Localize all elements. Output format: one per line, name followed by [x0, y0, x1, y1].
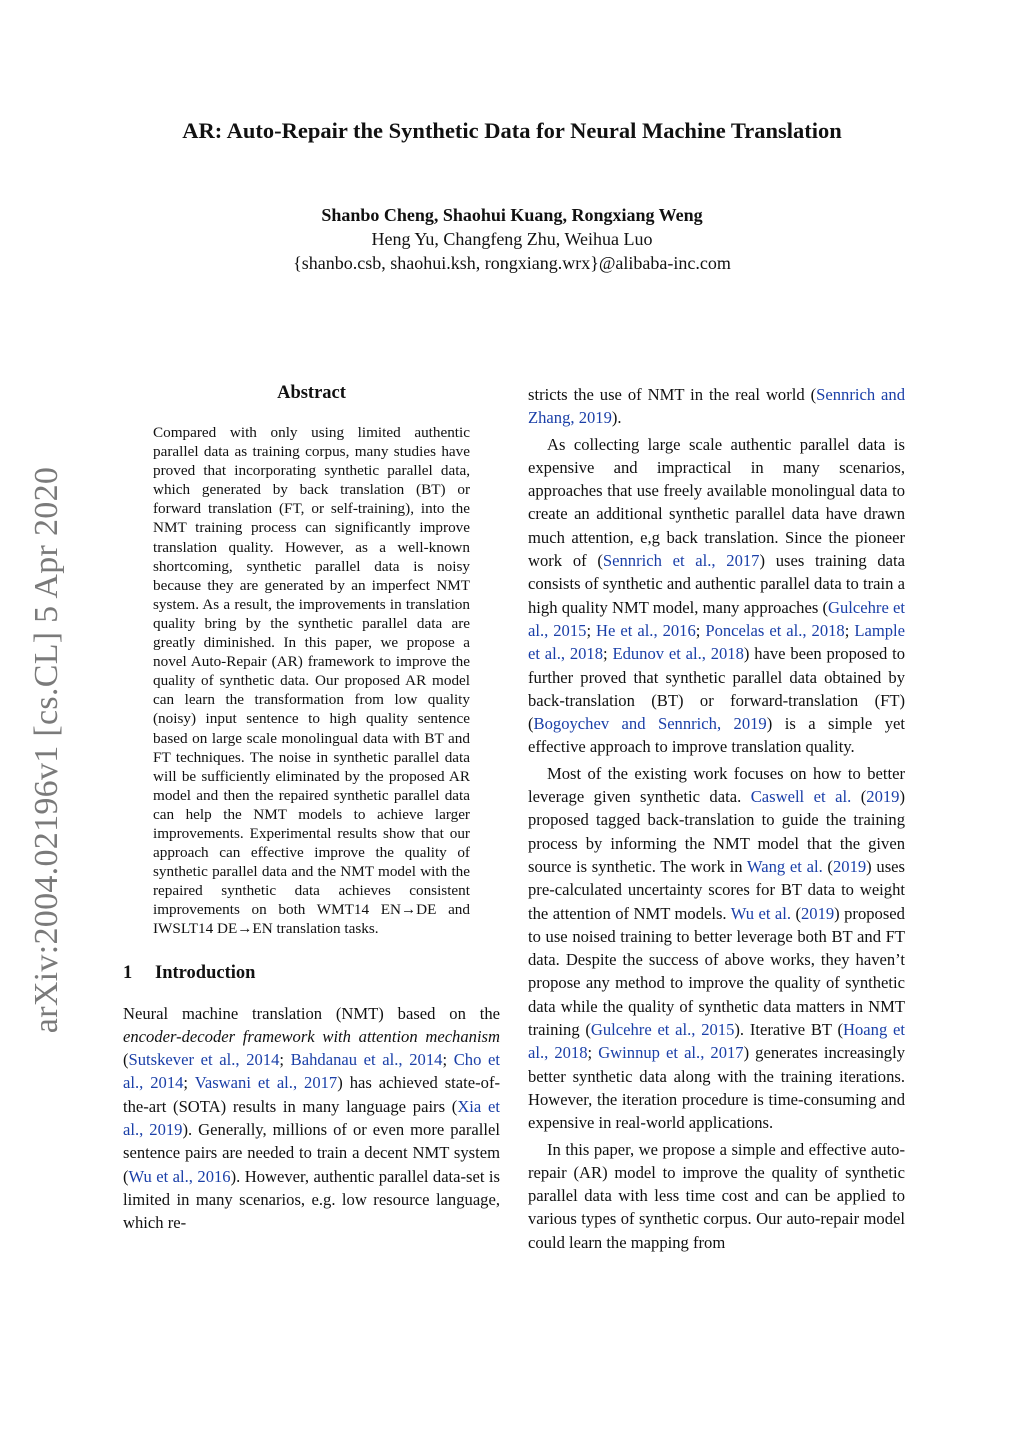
- section-number: 1: [123, 962, 133, 983]
- citation-link[interactable]: 2019: [866, 787, 900, 807]
- citation-link[interactable]: Caswell et al.: [750, 787, 852, 807]
- author-emails: {shanbo.csb, shaohui.ksh, rongxiang.wrx}@alibaba-inc.com: [293, 253, 731, 273]
- intro-paragraph-1: Neural machine translation (NMT) based on the encoder-decoder framework with attention mechanism (Sutskever et al., 2014; Bahdanau et al., 2014; Cho et al., 2014; Vaswani et al., 2017) has achieved state-of-the-art (SOTA) results in many language pairs (Xia et al., 2019). Generally, millions of or even more parallel sentence pairs are needed to train a decent NMT system (Wu et al., 2016). However, authentic parallel data-set is limited in many scenarios, e.g. low resource language, which re-: [123, 1003, 501, 1233]
- intro-paragraph-3: Most of the existing work focuses on how to better leverage given synthetic data. Caswell et al. (2019) proposed tagged back-translation to guide the training process by informing the NMT model that the given source is synthetic. The work in Wang et al. (2019) uses pre-calculated uncertainty scores for BT data to weight the attention of NMT models. Wu et al. (2019) proposed to use noised training to better leverage both BT and FT data. Despite the success of above works, they haven’t propose any method to improve the quality of synthetic data while the quality of synthetic data matters in NMT training (Gulcehre et al., 2015). Iterative BT (Hoang et al., 2018; Gwinnup et al., 2017) generates increasingly better synthetic data along with the training iterations. However, the iteration procedure is time-consuming and expensive in real-world applications.: [528, 763, 905, 1133]
- section-title: Introduction: [155, 962, 256, 983]
- abstract-heading: Abstract: [277, 383, 346, 403]
- citation-link[interactable]: Bahdanau et al., 2014: [290, 1050, 443, 1070]
- intro-paragraph-2: As collecting large scale authentic parallel data is expensive and impractical in many scenarios, approaches that use freely available monolingual data to create an additional synthetic parallel data have drawn much attention, e,g back translation. Since the pioneer work of (Sennrich et al., 2017) uses training data consists of synthetic and authentic parallel data to train a high quality NMT model, many approaches (Gulcehre et al., 2015; He et al., 2016; Poncelas et al., 2018; Lample et al., 2018; Edunov et al., 2018) have been proposed to further proved that synthetic parallel data obtained by back-translation (BT) or forward-translation (FT) (Bogoychev and Sennrich, 2019) is a simple yet effective approach to improve translation quality.: [528, 434, 905, 757]
- citation-link[interactable]: Lample et al., 2018: [528, 620, 905, 664]
- arxiv-identifier-stamp: [27, 455, 67, 1045]
- authors-line-1: Shanbo Cheng, Shaohui Kuang, Rongxiang Weng: [321, 205, 703, 225]
- intro-paragraph-4: In this paper, we propose a simple and effective auto-repair (AR) model to improve the quality of synthetic parallel data with less time cost and can be applied to various types of synthetic corpus. Our auto-repair model could learn the mapping from: [528, 1139, 905, 1252]
- left-column: [123, 383, 500, 1235]
- citation-link[interactable]: Xia et al., 2019: [123, 1096, 500, 1140]
- citation-link[interactable]: Gulcehre et al., 2015: [528, 597, 905, 640]
- citation-link[interactable]: Wu et al., 2016: [128, 1166, 231, 1186]
- citation-link[interactable]: Wang et al.: [746, 856, 823, 876]
- citation-link[interactable]: 2019: [800, 903, 835, 923]
- intro-paragraph-1-continued: stricts the use of NMT in the real world (Sennrich and Zhang, 2019).: [528, 385, 906, 428]
- citation-link[interactable]: Vaswani et al., 2017: [194, 1073, 338, 1093]
- authors-line-2: Heng Yu, Changfeng Zhu, Weihua Luo: [371, 229, 653, 249]
- citation-link[interactable]: Gwinnup et al., 2017: [598, 1043, 744, 1063]
- paper-title: AR: Auto-Repair the Synthetic Data for Neural Machine Translation: [182, 118, 842, 143]
- citation-link[interactable]: Hoang et al., 2018: [528, 1020, 905, 1063]
- citation-link[interactable]: 2019: [832, 856, 867, 876]
- citation-link[interactable]: Sutskever et al., 2014: [128, 1050, 280, 1070]
- section-heading-introduction: [123, 963, 500, 984]
- right-column: [528, 383, 905, 1254]
- citation-link[interactable]: Sennrich et al., 2017: [602, 551, 760, 571]
- citation-link[interactable]: Wu et al.: [730, 903, 792, 923]
- citation-link[interactable]: Poncelas et al., 2018: [705, 620, 845, 640]
- citation-link[interactable]: Edunov et al., 2018: [612, 644, 744, 664]
- citation-link[interactable]: Cho et al., 2014: [123, 1050, 501, 1093]
- author-block: [0, 203, 1024, 275]
- arxiv-identifier-text: arXiv:2004.02196v1 [cs.CL] 5 Apr 2020: [28, 466, 65, 1034]
- citation-link[interactable]: He et al., 2016: [596, 620, 696, 640]
- abstract-body: Compared with only using limited authentic parallel data as training corpus, many studies have proved that incorporating synthetic parallel data, which generated by back translation (BT) or forward translation (FT, or self-training), into the NMT training process can significantly improve translation quality. However, as a well-known shortcoming, synthetic parallel data is noisy because they are generated by an imperfect NMT system. As a result, the improvements in translation quality bring by the synthetic parallel data are greatly diminished. In this paper, we propose a novel Auto-Repair (AR) framework to improve the quality of synthetic data. Our proposed AR model can learn the transformation from low quality (noisy) input sentence to high quality sentence based on large scale monolingual data with BT and FT techniques. The noise in synthetic parallel data will be sufficiently eliminated by the proposed AR model and then the repaired synthetic parallel data can help the NMT models to achieve larger improvements. Experimental results show that our approach can effective improve the quality of synthetic parallel data and the NMT model with the repaired synthetic data achieves consistent improvements on both WMT14 EN→DE and IWSLT14 DE→EN translation tasks.: [153, 424, 470, 938]
- emphasis-text: encoder-decoder framework with attention mechanism: [123, 1026, 500, 1046]
- citation-link[interactable]: Sennrich and Zhang, 2019: [528, 385, 906, 428]
- citation-link[interactable]: Bogoychev and Sennrich, 2019: [533, 714, 767, 734]
- citation-link[interactable]: Gulcehre et al., 2015: [590, 1020, 735, 1040]
